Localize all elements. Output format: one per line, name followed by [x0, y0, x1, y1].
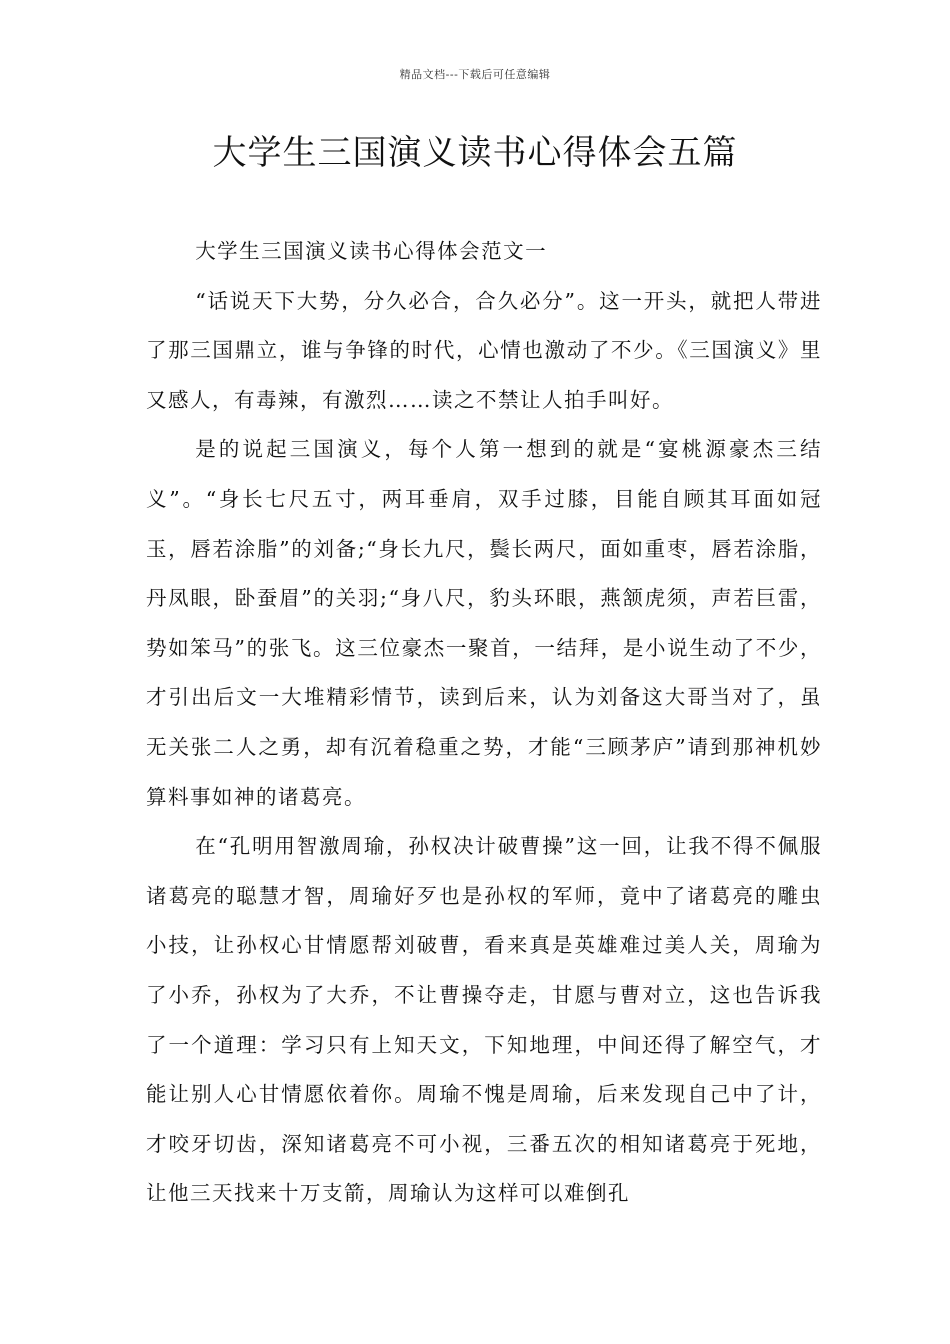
header-note: 精品文档---下载后可任意编辑	[399, 68, 551, 81]
document-title: 大学生三国演义读书心得体会五篇	[212, 133, 738, 173]
paragraph: 是的说起三国演义，每个人第一想到的就是“宴桃源豪杰三结义”。“身长七尺五寸，两耳垂肩，双手过膝，目能自顾其耳面如冠玉，唇若涂脂”的刘备;“身长九尺，鬓长两尺，面如重枣，唇若涂脂，丹凤眼，卧蚕眉”的关羽;“身八尺，豹头环眼，燕颔虎须，声若巨雷，势如笨马”的张飞。这三位豪杰一聚首，一结拜，是小说生动了不少，才引出后文一大堆精彩情节，读到后来，认为刘备这大哥当对了，虽无关张二人之勇，却有沉着稳重之势，才能“三顾茅庐”请到那神机妙算料事如神的诸葛亮。	[146, 437, 822, 809]
paragraph: 在“孔明用智激周瑜，孙权决计破曹操”这一回，让我不得不佩服诸葛亮的聪慧才智，周瑜好歹也是孙权的军师，竟中了诸葛亮的雕虫小技，让孙权心甘情愿帮刘破曹，看来真是英雄难过美人关，周瑜为了小乔，孙权为了大乔，不让曹操夺走，甘愿与曹对立，这也告诉我了一个道理：学习只有上知天文，下知地理，中间还得了解空气，才能让别人心甘情愿依着你。周瑜不愧是周瑜，后来发现自己中了计，才咬牙切齿，深知诸葛亮不可小视，三番五次的相知诸葛亮于死地，让他三天找来十万支箭，周瑜认为这样可以难倒孔	[146, 834, 822, 1206]
section-heading: 大学生三国演义读书心得体会范文一	[195, 239, 548, 263]
document-body	[146, 227, 822, 1219]
paragraph: “话说天下大势，分久必合，合久必分”。这一开头，就把人带进了那三国鼎立，谁与争锋的时代，心情也激动了不少。《三国演义》里又感人，有毒辣，有激烈……读之不禁让人拍手叫好。	[146, 288, 822, 412]
